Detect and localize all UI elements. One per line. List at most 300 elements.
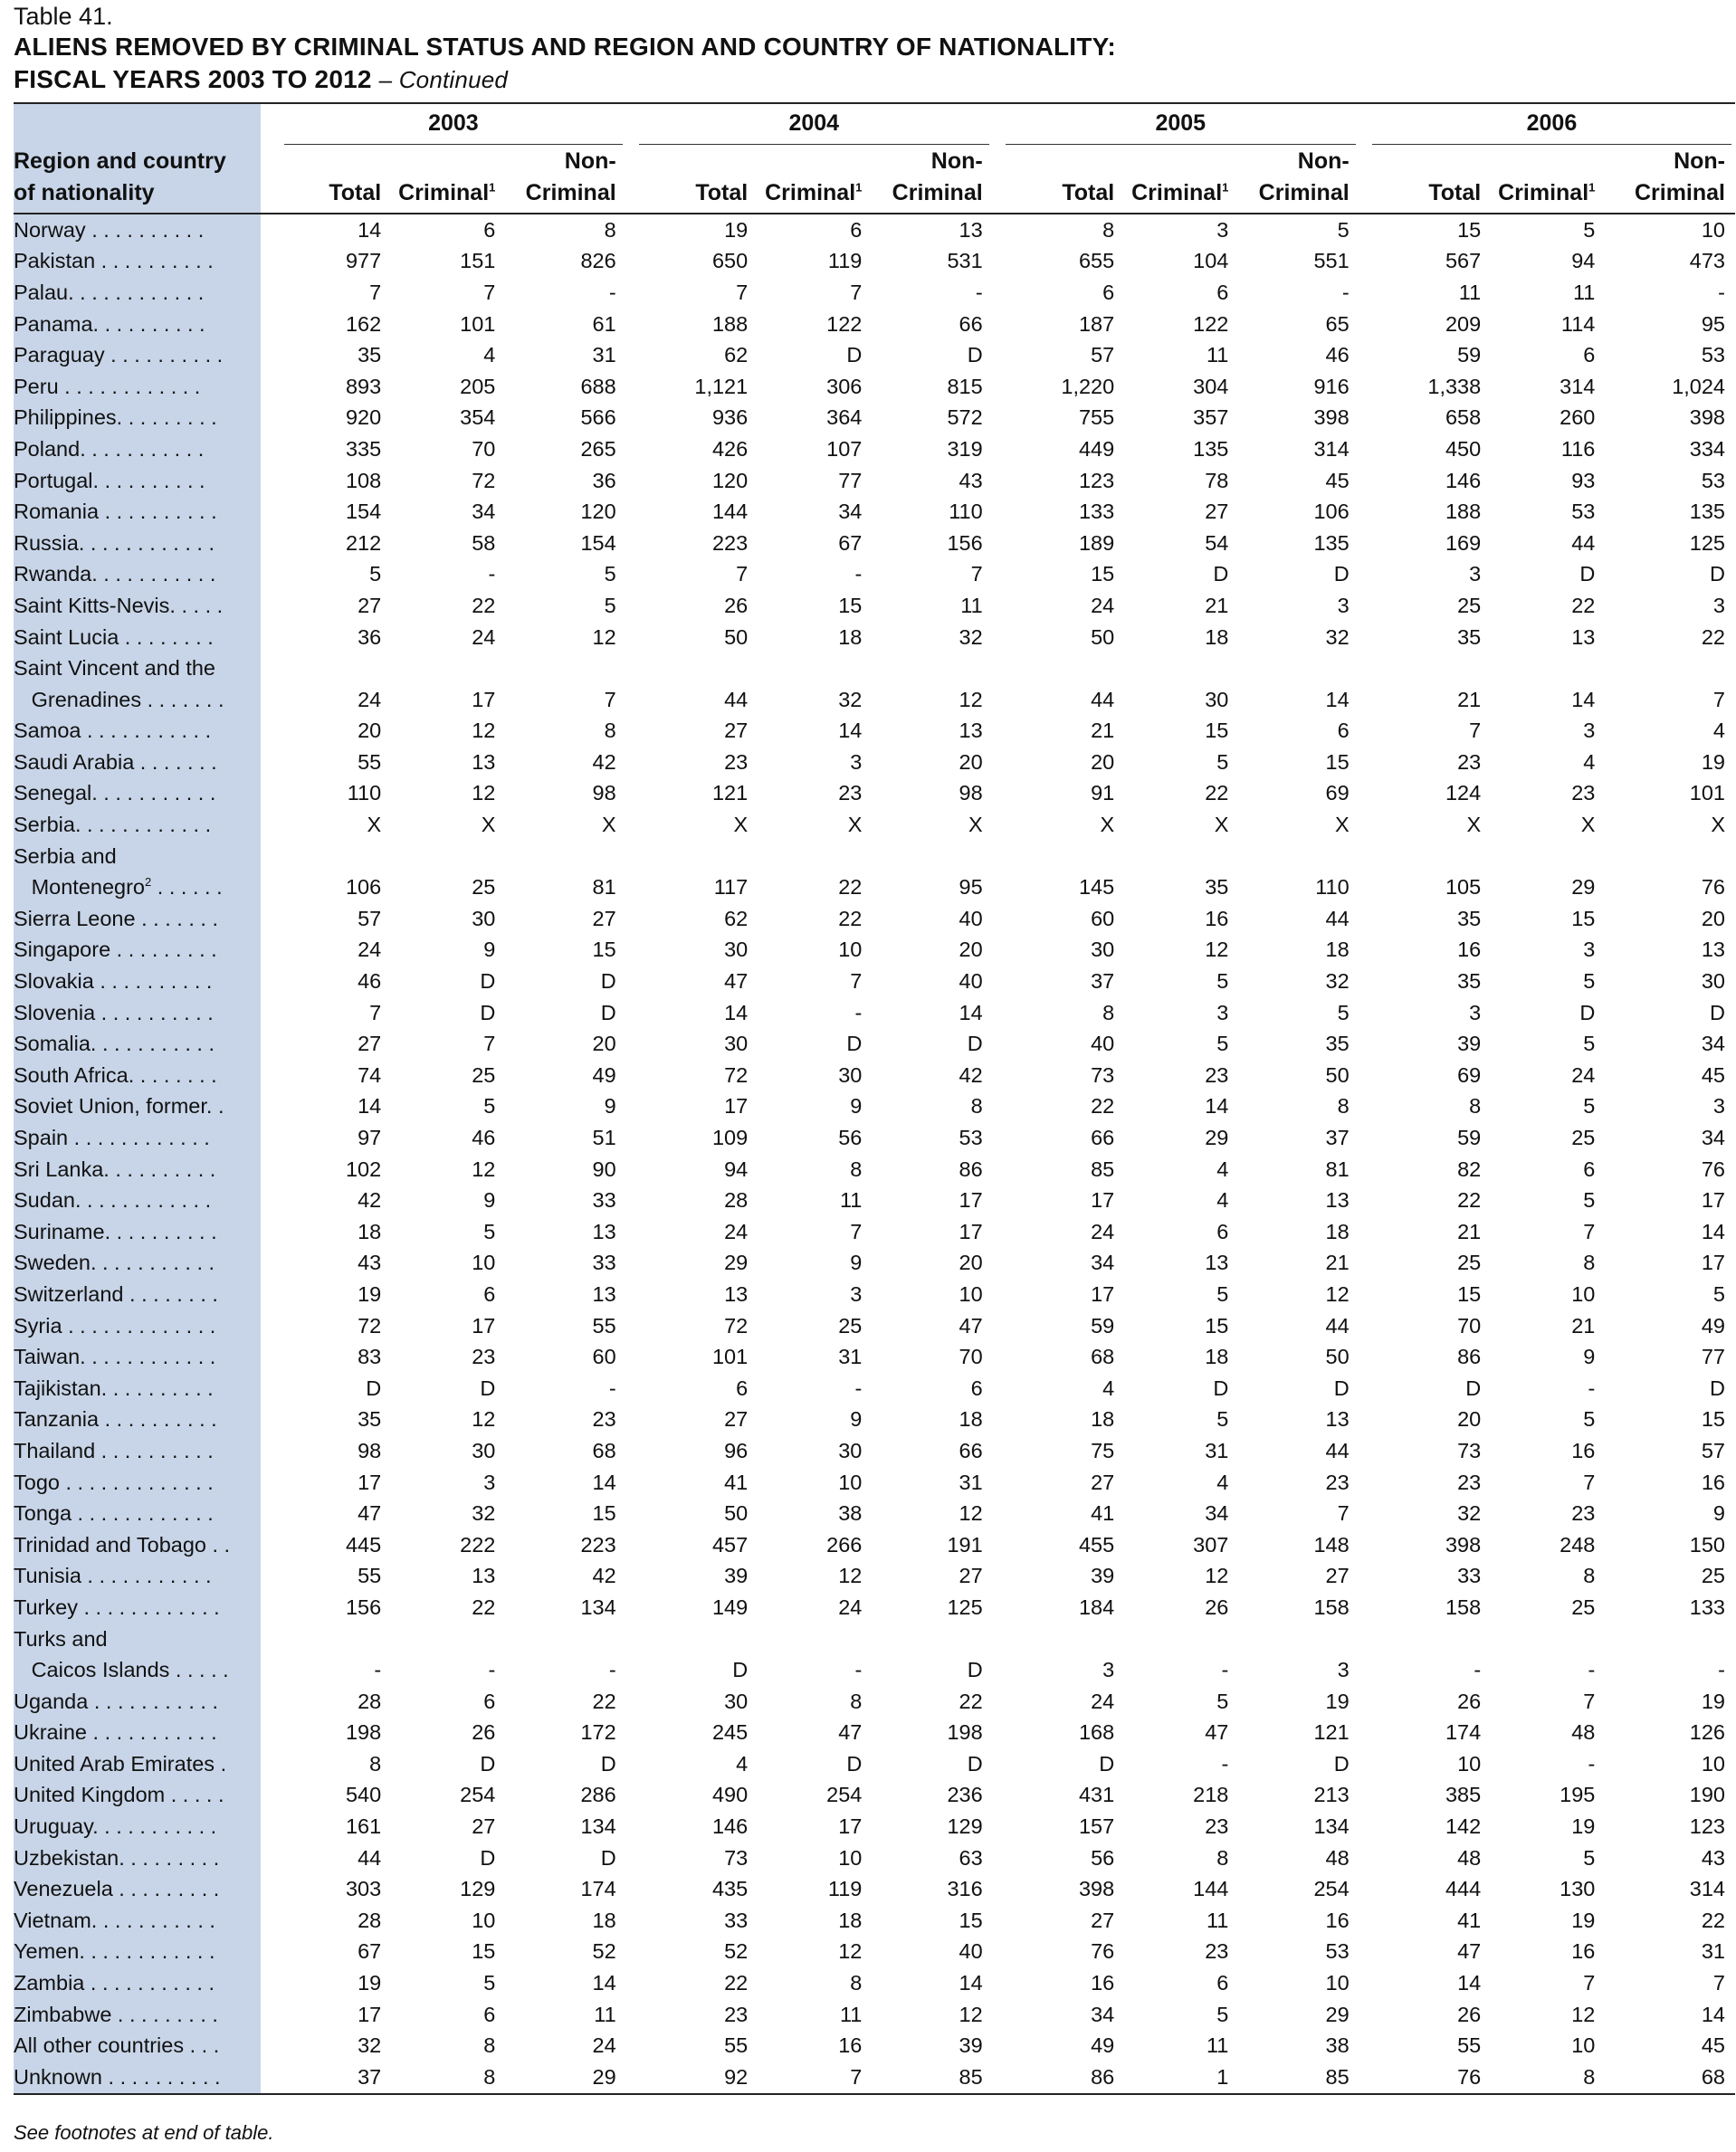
country-name: Paraguay . . . . . . . . . . xyxy=(14,339,261,371)
table-cell: 19 xyxy=(1571,1814,1596,1839)
table-cell: X xyxy=(1711,813,1725,837)
table-cell: 540 xyxy=(345,1783,382,1807)
table-cell: 15 xyxy=(1457,1281,1482,1306)
table-cell: 3 xyxy=(850,749,863,774)
table-cell xyxy=(1238,841,1359,872)
table-cell: 34 xyxy=(1701,1126,1725,1150)
table-cell: 146 xyxy=(1445,468,1482,492)
table-cell: 30 xyxy=(838,1438,863,1462)
table-cell: 29 xyxy=(1571,875,1596,900)
country-name: Tajikistan. . . . . . . . . . xyxy=(14,1373,261,1405)
table-cell: 35 xyxy=(1457,969,1482,994)
table-cell: 977 xyxy=(345,249,382,273)
table-cell: 314 xyxy=(1689,1877,1725,1901)
table-cell: 1,121 xyxy=(694,374,749,398)
table-cell: 20 xyxy=(959,938,983,962)
table-cell: 5 xyxy=(1216,2002,1229,2026)
table-cell: 15 xyxy=(1701,1407,1725,1432)
table-cell: 149 xyxy=(711,1595,749,1619)
table-cell: 23 xyxy=(1571,781,1596,805)
table-cell: 23 xyxy=(1457,749,1482,774)
table-cell: 12 xyxy=(838,1939,863,1964)
table-cell: 254 xyxy=(460,1783,496,1807)
table-cell: 8 xyxy=(604,719,616,743)
table-cell: 134 xyxy=(580,1814,616,1839)
table-row xyxy=(14,871,1735,903)
table-cell xyxy=(391,652,505,684)
table-cell: D xyxy=(1710,1376,1725,1400)
table-cell: 94 xyxy=(1571,249,1596,273)
table-cell: 755 xyxy=(1078,405,1115,430)
table-cell: 70 xyxy=(959,1345,983,1369)
table-cell xyxy=(1002,652,1124,684)
country-name: Ukraine . . . . . . . . . . . xyxy=(14,1718,261,1749)
table-cell: 37 xyxy=(281,2062,391,2094)
table-cell: 18 xyxy=(358,1219,382,1243)
table-cell: 3 xyxy=(1102,1658,1115,1682)
table-cell: 34 xyxy=(1091,2002,1115,2026)
table-cell: 25 xyxy=(838,1313,863,1338)
table-cell: 154 xyxy=(580,530,616,555)
table-cell: 122 xyxy=(1193,311,1229,336)
table-cell: 30 xyxy=(1091,938,1115,962)
table-cell: D xyxy=(480,1751,496,1776)
table-cell: - xyxy=(1588,1376,1596,1400)
table-cell: 22 xyxy=(1701,1908,1725,1932)
table-cell: 4 xyxy=(483,343,496,367)
table-cell: 223 xyxy=(580,1532,616,1557)
table-cell: 45 xyxy=(1701,1062,1725,1087)
table-cell: 23 xyxy=(1325,1470,1350,1494)
table-cell: 51 xyxy=(592,1126,616,1150)
table-cell: 82 xyxy=(1457,1157,1482,1181)
table-cell: 6 xyxy=(1216,280,1229,304)
table-cell: 12 xyxy=(1205,938,1229,962)
table-cell: 59 xyxy=(1091,1313,1115,1338)
table-cell: X xyxy=(1100,813,1115,837)
year-header-2004: 2004 xyxy=(635,103,993,146)
country-name: Sierra Leone . . . . . . . xyxy=(14,903,261,935)
country-name: Syria . . . . . . . . . . . . . xyxy=(14,1310,261,1342)
table-cell: 218 xyxy=(1193,1783,1229,1807)
table-cell: 98 xyxy=(959,781,983,805)
table-cell: 1,024 xyxy=(1672,374,1725,398)
table-cell: 303 xyxy=(345,1877,382,1901)
year-header-2005: 2005 xyxy=(1002,103,1359,146)
table-cell: - xyxy=(1221,1658,1229,1682)
table-cell: 5 xyxy=(1216,1032,1229,1056)
table-cell: 7 xyxy=(1712,687,1725,711)
table-cell: 5 xyxy=(483,1094,496,1119)
table-cell: 125 xyxy=(947,1595,983,1619)
table-cell: 25 xyxy=(1701,1564,1725,1588)
stub-header-line-2: of nationality xyxy=(14,180,155,205)
country-name: Togo . . . . . . . . . . . . . xyxy=(14,1467,261,1499)
table-cell: 27 xyxy=(1091,1470,1115,1494)
table-cell: 12 xyxy=(472,1157,496,1181)
table-cell: 28 xyxy=(724,1188,749,1213)
table-cell: 457 xyxy=(711,1532,749,1557)
table-cell: 25 xyxy=(1457,1251,1482,1275)
country-name: Soviet Union, former. . xyxy=(14,1091,261,1123)
table-cell: 6 xyxy=(483,217,496,242)
table-cell: - xyxy=(1474,1658,1482,1682)
table-cell: 27 xyxy=(592,906,616,930)
table-cell: 4 xyxy=(736,1751,749,1776)
table-cell: 3 xyxy=(483,1470,496,1494)
table-cell: D xyxy=(732,1658,749,1682)
table-row xyxy=(14,1592,1735,1624)
table-row xyxy=(14,1216,1735,1248)
table-cell: 85 xyxy=(1238,2062,1359,2094)
table-cell: 23 xyxy=(592,1407,616,1432)
table-cell: 10 xyxy=(472,1251,496,1275)
table-cell: 11 xyxy=(1458,280,1482,304)
table-cell: 254 xyxy=(826,1783,863,1807)
table-cell: 57 xyxy=(1701,1438,1725,1462)
table-cell: 25 xyxy=(472,1062,496,1087)
table-cell: 41 xyxy=(1091,1501,1115,1526)
table-cell: 354 xyxy=(460,405,496,430)
table-cell: 12 xyxy=(959,687,983,711)
table-cell: 36 xyxy=(592,468,616,492)
table-cell: 8 xyxy=(604,217,616,242)
table-cell: 426 xyxy=(711,436,749,461)
table-cell: 76 xyxy=(1369,2062,1491,2094)
table-cell: 4 xyxy=(1583,749,1596,774)
table-cell: 32 xyxy=(959,624,983,649)
table-cell: 7 xyxy=(850,969,863,994)
table-cell: 22 xyxy=(838,875,863,900)
col-total-2006: Total xyxy=(1369,146,1491,214)
table-cell: 23 xyxy=(838,781,863,805)
table-cell: 41 xyxy=(724,1470,749,1494)
title-years: FISCAL YEARS 2003 TO 2012 xyxy=(14,65,372,93)
table-cell: 8 xyxy=(1337,1094,1350,1119)
table-cell: 40 xyxy=(959,906,983,930)
table-cell: 59 xyxy=(1457,1126,1482,1150)
table-cell: 58 xyxy=(472,530,496,555)
table-cell: 22 xyxy=(472,1595,496,1619)
table-cell: 134 xyxy=(1313,1814,1350,1839)
table-cell: 28 xyxy=(358,1908,382,1932)
country-name: Sweden. . . . . . . . . . . xyxy=(14,1248,261,1280)
table-cell: 35 xyxy=(1205,875,1229,900)
table-cell: D xyxy=(967,1751,983,1776)
col-noncriminal-2004: Non- Criminal xyxy=(872,146,992,214)
table-cell: 18 xyxy=(1205,1345,1229,1369)
table-cell: 6 xyxy=(736,1376,749,1400)
country-name: South Africa. . . . . . . . xyxy=(14,1060,261,1091)
table-cell: 3 xyxy=(1583,719,1596,743)
table-cell: 30 xyxy=(724,1032,749,1056)
table-cell: 7 xyxy=(850,1219,863,1243)
table-cell: D xyxy=(600,1000,616,1024)
table-row xyxy=(14,1405,1735,1436)
table-cell: 16 xyxy=(1571,1438,1596,1462)
table-cell: 650 xyxy=(711,249,749,273)
table-cell: 7 xyxy=(483,1032,496,1056)
table-cell: 11 xyxy=(1572,280,1596,304)
table-cell xyxy=(635,652,758,684)
table-cell: 50 xyxy=(1091,624,1115,649)
table-cell: 50 xyxy=(1325,1345,1350,1369)
table-cell: 106 xyxy=(1313,500,1350,524)
table-cell: 4 xyxy=(1102,1376,1115,1400)
table-cell: 6 xyxy=(483,1689,496,1713)
table-cell: 8 xyxy=(970,1094,983,1119)
table-cell: 205 xyxy=(460,374,496,398)
table-cell: 110 xyxy=(1315,875,1350,900)
table-cell: 7 xyxy=(758,2062,872,2094)
table-cell: 57 xyxy=(358,906,382,930)
table-cell: 316 xyxy=(947,1877,983,1901)
table-cell: 357 xyxy=(1193,405,1229,430)
table-cell: 56 xyxy=(838,1126,863,1150)
table-row xyxy=(14,339,1735,371)
table-cell: 3 xyxy=(1583,938,1596,962)
table-cell: 34 xyxy=(1205,1501,1229,1526)
table-cell: 157 xyxy=(1078,1814,1115,1839)
table-cell: 190 xyxy=(1689,1783,1725,1807)
country-name: Saint Lucia . . . . . . . . xyxy=(14,622,261,653)
table-cell: 920 xyxy=(345,405,382,430)
table-row xyxy=(14,997,1735,1029)
table-cell: 5 xyxy=(1583,969,1596,994)
table-cell: 13 xyxy=(472,749,496,774)
table-cell xyxy=(281,1624,391,1655)
table-cell: 307 xyxy=(1193,1532,1229,1557)
table-cell: 18 xyxy=(1091,1407,1115,1432)
table-cell: 4 xyxy=(1216,1470,1229,1494)
table-cell: 319 xyxy=(947,436,983,461)
table-cell: 76 xyxy=(1091,1939,1115,1964)
table-cell: 27 xyxy=(1325,1564,1350,1588)
table-cell: 398 xyxy=(1445,1532,1482,1557)
table-cell xyxy=(391,1624,505,1655)
country-name: Norway . . . . . . . . . . xyxy=(14,214,261,246)
table-cell: 158 xyxy=(1445,1595,1482,1619)
table-cell: 148 xyxy=(1313,1532,1350,1557)
table-cell: 25 xyxy=(1571,1126,1596,1150)
country-name: Venezuela . . . . . . . . . xyxy=(14,1873,261,1905)
table-cell: 91 xyxy=(1091,781,1115,805)
table-cell: 104 xyxy=(1193,249,1229,273)
table-cell: 22 xyxy=(1571,593,1596,617)
table-cell: - xyxy=(854,562,863,586)
table-cell: 31 xyxy=(1205,1438,1229,1462)
table-cell: 144 xyxy=(1193,1877,1229,1901)
table-cell: 7 xyxy=(736,562,749,586)
table-cell: D xyxy=(600,1845,616,1870)
table-cell: 17 xyxy=(1701,1188,1725,1213)
table-row xyxy=(14,2062,1735,2094)
table-cell: 109 xyxy=(711,1126,749,1150)
table-cell: 18 xyxy=(959,1407,983,1432)
table-cell: 23 xyxy=(1205,1062,1229,1087)
table-cell: 96 xyxy=(724,1438,749,1462)
table-cell: 16 xyxy=(1457,938,1482,962)
table-cell: 187 xyxy=(1078,311,1115,336)
table-cell: 245 xyxy=(711,1720,749,1745)
table-cell: 7 xyxy=(1337,1501,1350,1526)
table-cell: 5 xyxy=(1216,1689,1229,1713)
table-cell: X xyxy=(847,813,863,837)
table-cell: 59 xyxy=(1457,343,1482,367)
table-row xyxy=(14,1811,1735,1843)
table-cell: 431 xyxy=(1078,1783,1115,1807)
table-cell: 44 xyxy=(1091,687,1115,711)
table-cell: 7 xyxy=(483,280,496,304)
table-cell: 30 xyxy=(472,906,496,930)
country-name: Grenadines . . . . . . . xyxy=(14,684,261,716)
table-cell: 13 xyxy=(1571,624,1596,649)
table-cell: 23 xyxy=(1457,1470,1482,1494)
table-cell: 10 xyxy=(959,1281,983,1306)
table-cell: 314 xyxy=(1313,436,1350,461)
table-row xyxy=(14,528,1735,559)
table-cell: 17 xyxy=(838,1814,863,1839)
table-cell: 49 xyxy=(1701,1313,1725,1338)
country-name: Yemen. . . . . . . . . . . . xyxy=(14,1937,261,1968)
country-name: Slovakia . . . . . . . . . . xyxy=(14,966,261,997)
table-cell: 73 xyxy=(1457,1438,1482,1462)
table-row xyxy=(14,1310,1735,1342)
table-cell: 21 xyxy=(1571,1313,1596,1338)
table-row xyxy=(14,1561,1735,1593)
table-row xyxy=(14,246,1735,278)
table-cell xyxy=(505,1624,625,1655)
table-row xyxy=(14,1028,1735,1060)
table-cell: 17 xyxy=(1091,1188,1115,1213)
table-cell: 6 xyxy=(850,217,863,242)
table-cell: 22 xyxy=(724,1971,749,1995)
table-cell: 16 xyxy=(1571,1939,1596,1964)
table-cell: 47 xyxy=(358,1501,382,1526)
table-cell: 50 xyxy=(724,624,749,649)
table-row xyxy=(14,1154,1735,1186)
table-cell xyxy=(1491,841,1605,872)
country-name: Saint Vincent and the xyxy=(14,652,261,684)
table-row xyxy=(14,403,1735,434)
table-row xyxy=(14,1999,1735,2031)
table-cell: 188 xyxy=(711,311,749,336)
table-cell: 5 xyxy=(604,562,616,586)
table-cell: 551 xyxy=(1313,249,1350,273)
table-cell: 39 xyxy=(1091,1564,1115,1588)
table-cell: 114 xyxy=(1560,311,1596,336)
table-cell: 44 xyxy=(358,1845,382,1870)
table-cell: 20 xyxy=(358,719,382,743)
table-cell: 40 xyxy=(959,969,983,994)
table-cell: 236 xyxy=(947,1783,983,1807)
table-row xyxy=(14,214,1735,246)
table-cell: 189 xyxy=(1078,530,1115,555)
table-cell: 108 xyxy=(345,468,382,492)
table-cell: 385 xyxy=(1445,1783,1482,1807)
table-cell: 826 xyxy=(580,249,616,273)
table-cell: 435 xyxy=(711,1877,749,1901)
table-cell: 15 xyxy=(1205,1313,1229,1338)
table-cell xyxy=(391,841,505,872)
table-row xyxy=(14,1905,1735,1937)
table-cell: 60 xyxy=(592,1345,616,1369)
table-cell: 72 xyxy=(358,1313,382,1338)
table-cell: 6 xyxy=(483,1281,496,1306)
table-cell: 150 xyxy=(1689,1532,1725,1557)
table-cell: 893 xyxy=(345,374,382,398)
table-cell: 161 xyxy=(345,1814,382,1839)
table-cell: 13 xyxy=(1325,1407,1350,1432)
table-cell: 19 xyxy=(358,1971,382,1995)
table-cell: 119 xyxy=(827,249,863,273)
table-cell: D xyxy=(967,1658,983,1682)
table-row xyxy=(14,1060,1735,1091)
table-cell: 364 xyxy=(826,405,863,430)
table-cell: 14 xyxy=(358,1094,382,1119)
table-cell: 77 xyxy=(1701,1345,1725,1369)
table-cell: 5 xyxy=(1583,1845,1596,1870)
table-cell: - xyxy=(374,1658,382,1682)
table-cell: 3 xyxy=(1469,1000,1482,1024)
table-cell: 44 xyxy=(1325,1438,1350,1462)
table-row xyxy=(14,1248,1735,1280)
title-line-1: ALIENS REMOVED BY CRIMINAL STATUS AND REGION AND COUNTRY OF NATIONALITY: xyxy=(14,33,1116,61)
table-cell: 23 xyxy=(472,1345,496,1369)
col-total-2004: Total xyxy=(635,146,758,214)
table-cell: D xyxy=(1213,1376,1229,1400)
table-cell: 33 xyxy=(592,1251,616,1275)
table-cell: D xyxy=(1333,562,1350,586)
table-cell: 20 xyxy=(1091,749,1115,774)
table-cell: 68 xyxy=(592,1438,616,1462)
table-cell: 38 xyxy=(1325,2033,1350,2058)
table-cell: 11 xyxy=(1206,1908,1229,1932)
table-cell: D xyxy=(1099,1751,1115,1776)
table-cell: 22 xyxy=(838,906,863,930)
table-cell: 25 xyxy=(1457,593,1482,617)
table-cell: 168 xyxy=(1078,1720,1115,1745)
table-cell: 12 xyxy=(1325,1281,1350,1306)
table-cell: 5 xyxy=(1216,749,1229,774)
col-noncriminal-2005: Non- Criminal xyxy=(1238,146,1359,214)
table-cell: 39 xyxy=(1457,1032,1482,1056)
table-cell: 6 xyxy=(1583,1157,1596,1181)
table-cell xyxy=(758,1624,872,1655)
table-cell: 27 xyxy=(1091,1908,1115,1932)
table-cell: 20 xyxy=(959,1251,983,1275)
table-cell: 1,220 xyxy=(1061,374,1115,398)
table-cell: 21 xyxy=(1457,1219,1482,1243)
table-cell: 10 xyxy=(838,1845,863,1870)
table-cell: 3 xyxy=(1712,1094,1725,1119)
table-cell: 10 xyxy=(1571,2033,1596,2058)
page xyxy=(14,0,1735,2144)
table-cell: 24 xyxy=(358,938,382,962)
table-cell: 46 xyxy=(472,1126,496,1150)
table-cell: 5 xyxy=(483,1219,496,1243)
table-cell: 158 xyxy=(1313,1595,1350,1619)
table-cell: 444 xyxy=(1445,1877,1482,1901)
table-cell: 254 xyxy=(1313,1877,1350,1901)
table-cell: 53 xyxy=(1325,1939,1350,1964)
table-cell: 32 xyxy=(1325,624,1350,649)
table-cell xyxy=(758,841,872,872)
table-cell: 8 xyxy=(1216,1845,1229,1870)
table-cell: 6 xyxy=(1583,343,1596,367)
table-cell: 3 xyxy=(1469,562,1482,586)
table-cell: 19 xyxy=(358,1281,382,1306)
